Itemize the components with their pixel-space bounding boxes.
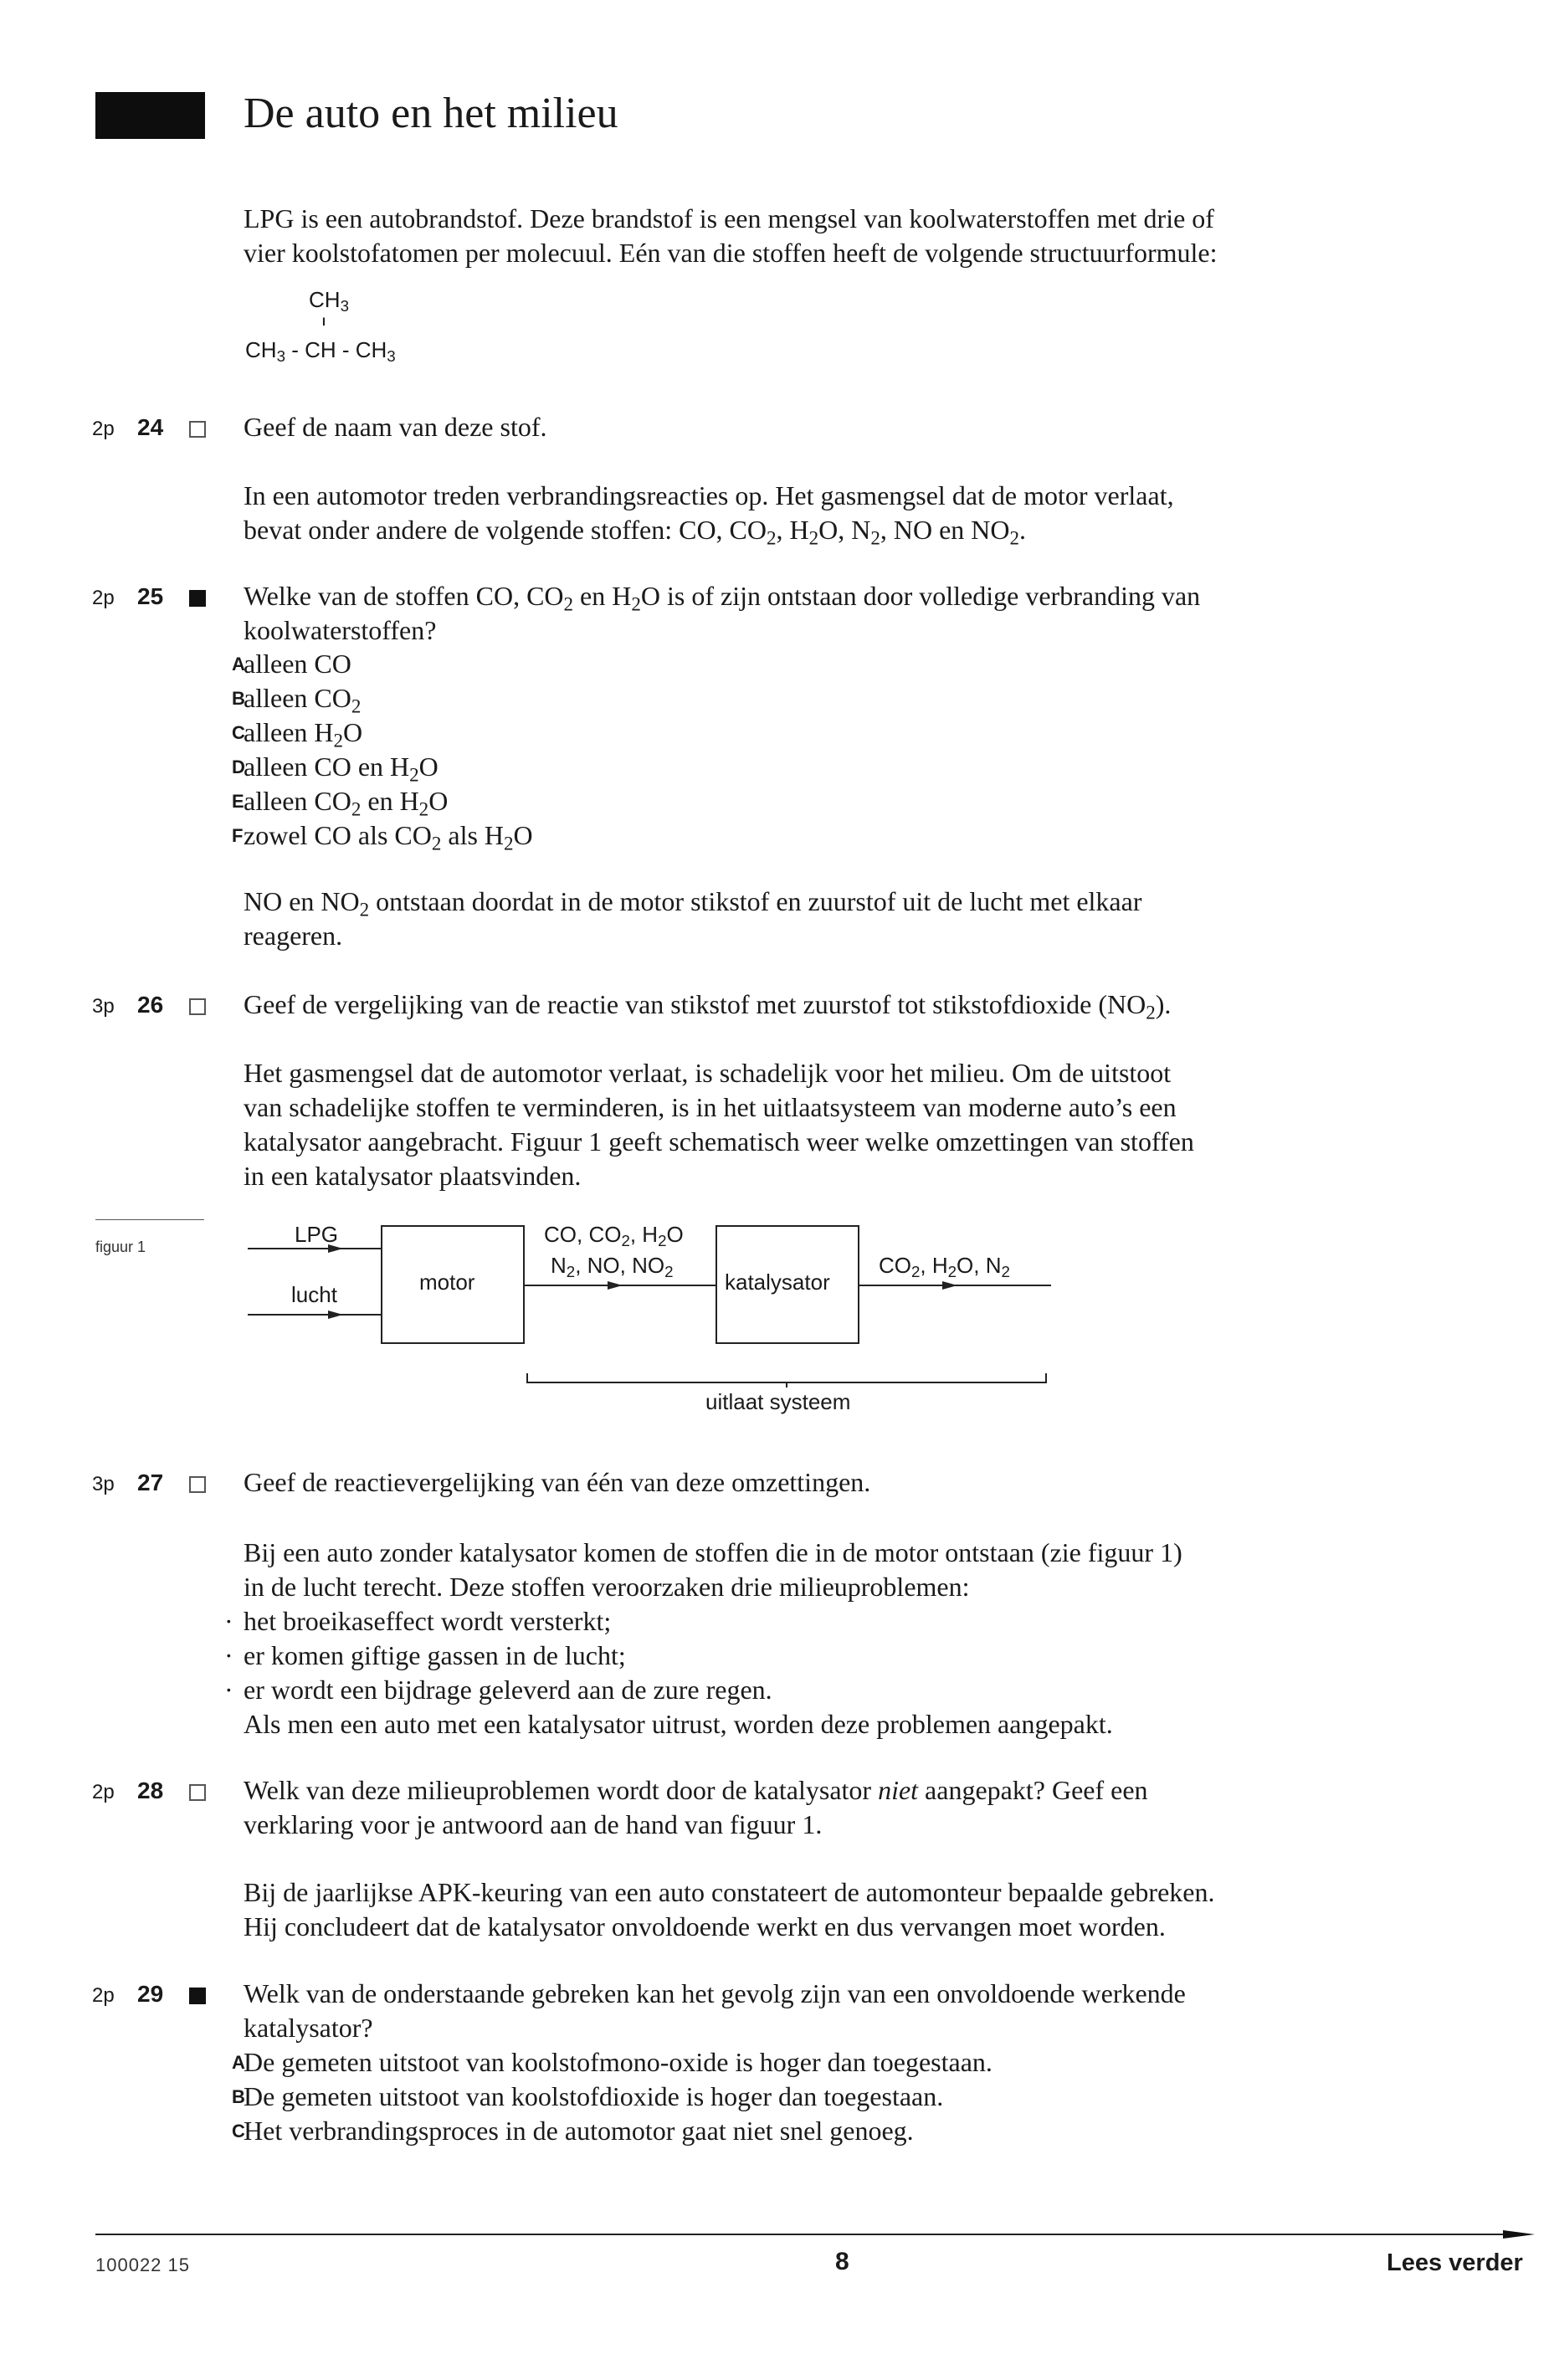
q28-marks: 2p xyxy=(92,1781,115,1803)
q25-option-b-letter: B xyxy=(232,688,245,709)
title-block xyxy=(95,92,205,139)
q24-text: Geef de naam van deze stof. xyxy=(244,412,547,442)
q29-option-b: De gemeten uitstoot van koolstofdioxide is hoger dan toegestaan. xyxy=(244,2081,944,2111)
no-paragraph: NO en $NO_2$ ontstaan doordat in de motor stikstof en zuurstof uit de lucht met elkaar reageren. xyxy=(244,886,1142,951)
q26-text: Geef de vergelijking van de reactie van stikstof met zuurstof tot stikstofdioxide $(NO_2)$. xyxy=(244,989,1172,1023)
q25-option-a: alleen CO xyxy=(244,649,351,679)
q29-marks: 2p xyxy=(92,1984,115,2007)
label-kat-output: $CO_2$, $H_2O$, $N_2$ xyxy=(879,1253,1010,1281)
q29-option-a-letter: A xyxy=(232,2052,245,2073)
q26-marks: 3p xyxy=(92,995,115,1018)
katalysator-paragraph: Bij een auto zonder katalysator komen de stoffen die in de motor ontstaan (zie figuur 1) in de lucht terecht. Deze stoffen veroorzaken drie milieuproblemen: xyxy=(244,1537,1182,1602)
bullet-dot: · xyxy=(224,1606,233,1636)
q24-checkbox xyxy=(189,421,206,438)
q27-text: Geef de reactievergelijking van één van deze omzettingen. xyxy=(244,1467,871,1497)
arrow-motor-out xyxy=(608,1281,623,1290)
q25-number: 25 xyxy=(137,583,164,609)
label-motor-output-1: CO, $CO_2$, $H_2O$ xyxy=(544,1222,684,1250)
q25-option-e: alleen $CO_2$ en $H_2O$ xyxy=(244,786,449,820)
bullet-dot: · xyxy=(224,1640,233,1670)
motor-paragraph: In een automotor treden verbrandingsreacties op. Het gasmengsel dat de motor verlaat, bevat onder andere de volgende stoffen: CO, $CO_2$, $H_2O$, $N_2$, NO en $NO_2$. xyxy=(244,480,1174,549)
q29-option-c: Het verbrandingsproces in de automotor gaat niet snel genoeg. xyxy=(244,2116,914,2146)
label-motor-output-2: $N_2$, NO, $NO_2$ xyxy=(551,1253,674,1281)
problem-list: het broeikaseffect wordt versterkt; er komen giftige gassen in de lucht; er wordt een bijdrage geleverd aan de zure regen. Als men een auto met een katalysator uitrust, worden deze problemen aangepakt. xyxy=(244,1604,1432,1741)
q25-checkbox xyxy=(189,590,206,607)
q26-checkbox xyxy=(189,998,206,1015)
apk-paragraph: Bij de jaarlijkse APK-keuring van een auto constateert de automonteur bepaalde gebreken. Hij concludeert dat de katalysator onvoldoende werkt en dus vervangen moet worden. xyxy=(244,1877,1215,1941)
q24-marks: 2p xyxy=(92,418,115,440)
q28-checkbox xyxy=(189,1784,206,1801)
q28-number: 28 xyxy=(137,1777,164,1803)
q25-option-a-letter: A xyxy=(232,654,245,675)
bullet-dot: · xyxy=(224,1675,233,1705)
list-item: er komen giftige gassen in de lucht; xyxy=(244,1640,626,1670)
q28-text: Welk van deze milieuproblemen wordt door de katalysator niet aangepakt? Geef een verklaring voor je antwoord aan de hand van figuur 1. xyxy=(244,1775,1148,1839)
page-title: De auto en het milieu xyxy=(244,90,618,137)
label-lucht: lucht xyxy=(291,1282,337,1307)
q25-option-d: alleen CO en $H_2O$ xyxy=(244,751,439,786)
q29-option-b-letter: B xyxy=(232,2086,245,2107)
figure-caption: figuur 1 xyxy=(95,1239,146,1255)
label-motor: motor xyxy=(419,1270,475,1295)
list-item: het broeikaseffect wordt versterkt; xyxy=(244,1606,612,1636)
figure-caption-rule xyxy=(95,1219,204,1220)
label-uitlaat-systeem: uitlaat systeem xyxy=(705,1389,851,1414)
q27-marks: 3p xyxy=(92,1473,115,1495)
footer-rule xyxy=(95,2234,1510,2235)
q29-checkbox xyxy=(189,1988,206,2004)
q29-question: Welk van de onderstaande gebreken kan het gevolg zijn van een onvoldoende werkende katalysator? xyxy=(244,1978,1186,2043)
intro-paragraph: LPG is een autobrandstof. Deze brandstof is een mengsel van koolwaterstoffen met drie of vier koolstofatomen per molecuul. Eén van die stoffen heeft de volgende structuurformule: xyxy=(244,203,1218,268)
q27-number: 27 xyxy=(137,1470,164,1495)
list-item: er wordt een bijdrage geleverd aan de zure regen. xyxy=(244,1675,772,1705)
q25-option-e-letter: E xyxy=(232,791,244,812)
label-lpg: LPG xyxy=(295,1222,339,1247)
gas-paragraph: Het gasmengsel dat de automotor verlaat, is schadelijk voor het milieu. Om de uitstoot van schadelijke stoffen te verminderen, is in het uitlaatsysteem van moderne auto’s een katalysator aangebracht. Figuur 1 geeft schematisch weer welke omzettingen van stoffen in een katalysator plaatsvinden. xyxy=(244,1058,1194,1191)
lees-verder-label: Lees verder xyxy=(1387,2249,1523,2276)
q25-question: Welke van de stoffen CO, $CO_2$ en $H_2O$ is of zijn ontstaan door volledige verbranding van koolwaterstoffen? xyxy=(244,581,1201,645)
label-katalysator: katalysator xyxy=(725,1270,830,1295)
q29-option-a: De gemeten uitstoot van koolstofmono-oxide is hoger dan toegestaan. xyxy=(244,2047,992,2077)
q25-marks: 2p xyxy=(92,587,115,609)
q25-option-c-letter: C xyxy=(232,722,245,743)
q26-number: 26 xyxy=(137,992,164,1018)
q25-option-c: alleen $H_2O$ xyxy=(244,717,363,751)
q29-option-c-letter: C xyxy=(232,2121,245,2141)
q27-checkbox xyxy=(189,1476,206,1493)
q25-option-b: alleen $CO_2$ xyxy=(244,683,362,717)
arrow-lucht xyxy=(328,1311,343,1319)
q29-number: 29 xyxy=(137,1981,164,2007)
arrow-kat-out xyxy=(942,1281,957,1290)
q24-number: 24 xyxy=(137,414,164,440)
q25-option-d-letter: D xyxy=(232,757,245,777)
continue-arrow-icon xyxy=(1503,2227,1536,2242)
q25-option-f-letter: F xyxy=(232,825,244,846)
q25-option-f: zowel CO als $CO_2$ als $H_2O$ xyxy=(244,820,533,854)
exam-code: 100022 15 xyxy=(95,2254,190,2275)
page-number: 8 xyxy=(835,2248,849,2275)
